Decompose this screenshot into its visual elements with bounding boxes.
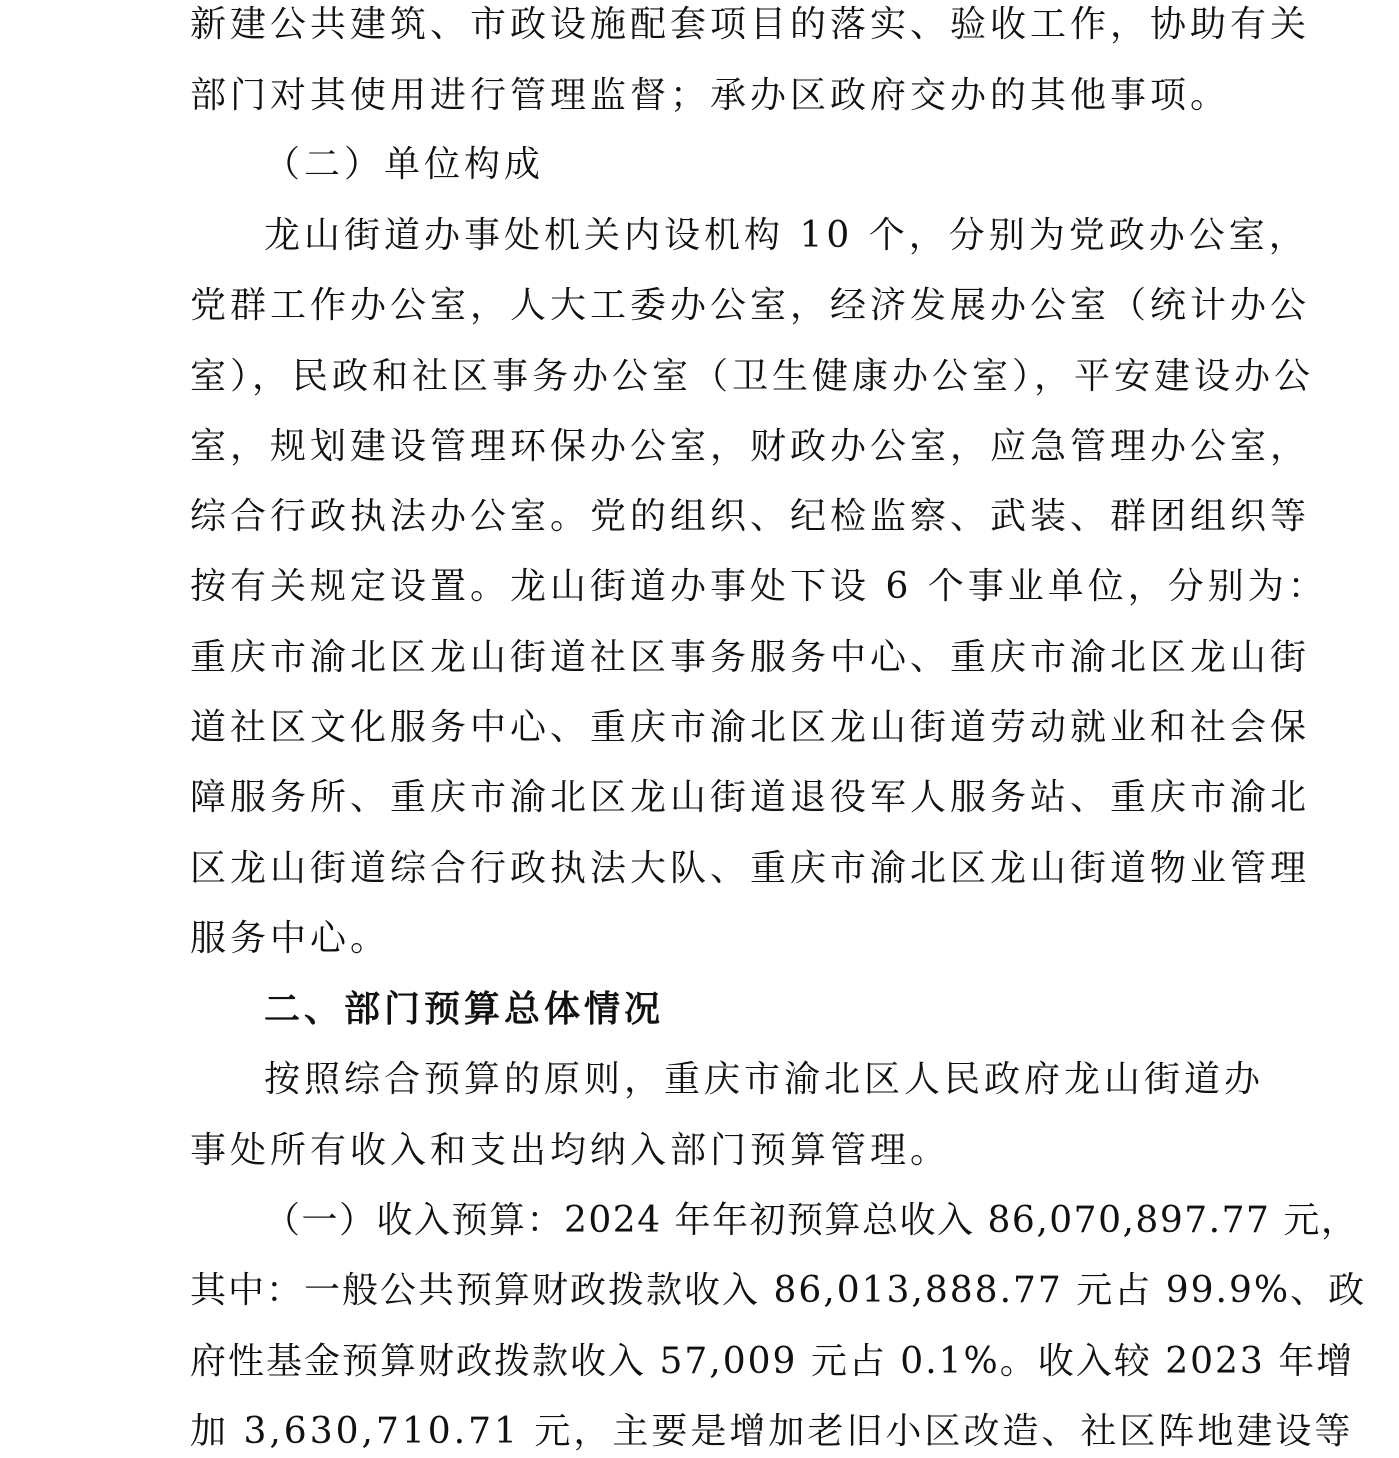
text-line: 部门对其使用进行管理监督；承办区政府交办的其他事项。 — [190, 75, 1231, 116]
text-line: 府性基金预算财政拨款收入 57,009 元占 0.1%。收入较 2023 年增 — [190, 1341, 1355, 1382]
chapter-heading: 二、部门预算总体情况 — [264, 989, 665, 1030]
paragraph-first-line: 龙山街道办事处机关内设机构 10 个，分别为党政办公室， — [264, 215, 1309, 256]
paragraph-first-line: （一）收入预算：2024 年年初预算总收入 86,070,897.77 元， — [264, 1200, 1359, 1241]
text-line: 室，规划建设管理环保办公室，财政办公室，应急管理办公室， — [190, 426, 1311, 467]
paragraph-first-line: 按照综合预算的原则，重庆市渝北区人民政府龙山街道办 — [264, 1059, 1265, 1100]
text-line: 区龙山街道综合行政执法大队、重庆市渝北区龙山街道物业管理 — [190, 848, 1311, 889]
text-line: 事处所有收入和支出均纳入部门预算管理。 — [190, 1130, 951, 1171]
text-line: 其中：一般公共预算财政拨款收入 86,013,888.77 元占 99.9%、政 — [190, 1270, 1367, 1311]
text-line: 新建公共建筑、市政设施配套项目的落实、验收工作，协助有关 — [190, 4, 1311, 45]
text-line: 障服务所、重庆市渝北区龙山街道退役军人服务站、重庆市渝北 — [190, 777, 1311, 818]
section-heading: （二）单位构成 — [264, 144, 545, 185]
text-line: 重庆市渝北区龙山街道社区事务服务中心、重庆市渝北区龙山街 — [190, 637, 1311, 678]
text-line: 室），民政和社区事务办公室（卫生健康办公室），平安建设办公 — [190, 356, 1315, 397]
text-line: 党群工作办公室，人大工委办公室，经济发展办公室（统计办公 — [190, 285, 1311, 326]
text-line: 道社区文化服务中心、重庆市渝北区龙山街道劳动就业和社会保 — [190, 707, 1311, 748]
text-line: 按有关规定设置。龙山街道办事处下设 6 个事业单位，分别为： — [190, 566, 1328, 607]
text-line: 加 3,630,710.71 元，主要是增加老旧小区改造、社区阵地建设等 — [190, 1411, 1354, 1452]
text-line: 服务中心。 — [190, 918, 391, 959]
text-line: 综合行政执法办公室。党的组织、纪检监察、武装、群团组织等 — [190, 496, 1311, 537]
